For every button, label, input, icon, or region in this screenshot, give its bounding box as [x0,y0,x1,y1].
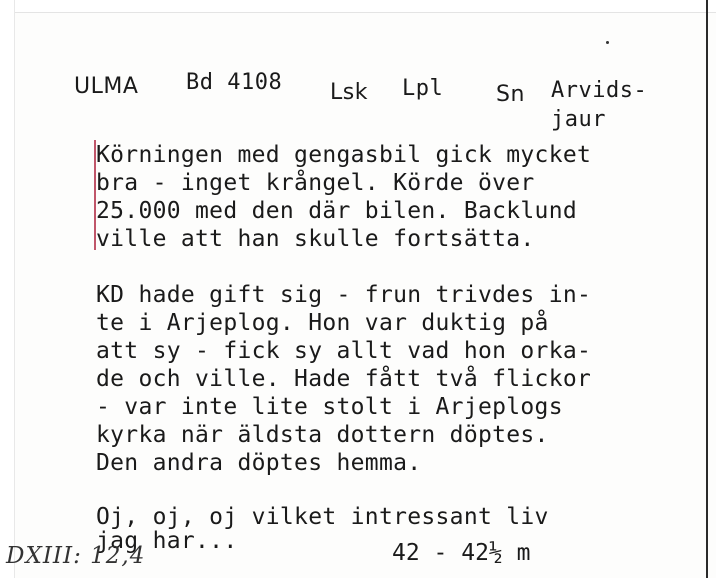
text-line: Den andra döptes hemma. [96,450,422,476]
header-lsk: Lsk [330,80,368,105]
text-line: te i Arjeplog. Hon var duktig på [96,310,549,336]
card-left-edge [0,0,15,578]
text-line: ville att han skulle fortsätta. [96,226,535,252]
text-line: bra - inget krångel. Körde över [96,170,535,196]
text-line: kyrka när äldsta dottern döptes. [96,422,549,448]
text-line: Oj, oj, oj vilket intressant liv [96,504,549,530]
ink-speck [606,41,609,44]
text-line: 25.000 med den där bilen. Backlund [96,198,578,224]
text-line: jag har... [96,528,238,554]
card-right-edge [706,0,716,578]
header-ulma: ULMA [74,74,139,99]
header-volume: Bd 4108 [186,70,283,95]
text-line: att sy - fick sy allt vad hon orka- [96,338,592,364]
header-place-line2: jaur [551,107,606,132]
handwritten-archive-code: DXIII: 12,4 [6,543,146,569]
text-line: - var inte lite stolt i Arjeplogs [96,394,563,420]
card-top-edge [0,0,716,13]
header-sn: Sn [496,82,525,107]
text-line: de och ville. Hade fått två flickor [96,366,592,392]
header-lpl: Lpl [402,76,444,101]
measurement-note: 42 - 42½ m [392,540,531,566]
text-line: Körningen med gengasbil gick mycket [96,142,592,168]
text-line: KD hade gift sig - frun trivdes in- [96,282,592,308]
header-place-line1: Arvids- [551,78,648,103]
